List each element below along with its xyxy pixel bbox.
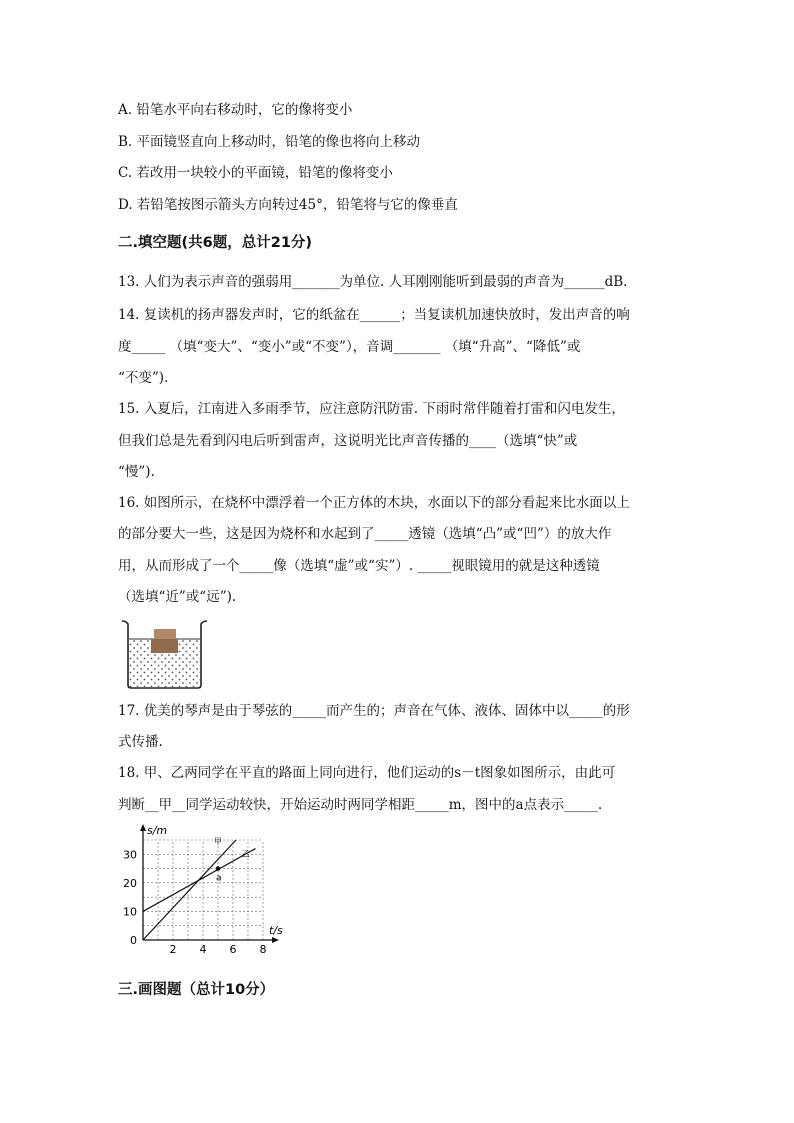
x-tick-label: 6 [229,943,237,955]
series-label-1: 甲 [214,837,222,846]
option-d: D. 若铅笔按图示箭头方向转过45°，铅笔将与它的像垂直 [118,197,458,213]
wood-block-below [151,639,178,653]
question-16-line-3: 用，从而形成了一个_____像（选填“虚”或“实”）. _____视眼镜用的就是这种透镜 [118,558,600,574]
question-15-line-2: 但我们总是先看到闪电后听到雷声，这说明光比声音传播的____（选填“快”或 [118,433,578,449]
beaker-figure [118,618,210,690]
wood-block-above [154,629,176,640]
point-a [216,866,221,871]
y-tick-label: 10 [123,905,137,919]
option-c: C. 若改用一块较小的平面镜，铅笔的像将变小 [118,165,393,181]
origin-label: 0 [130,934,137,947]
question-16-line-2: 的部分要大一些，这是因为烧杯和水起到了_____透镜（选填“凸”或“凹”）的放大作 [118,526,612,542]
section-2-title: 二.填空题(共6题，总计21分) [118,235,313,251]
question-14-line-2: 度_____ （填“变大”、“变小”或“不变”），音调_______ （填“升高”、“降低”或 [118,339,581,355]
series-line-2 [143,849,256,912]
question-18-line-2: 判断__甲__同学运动较快，开始运动时两同学相距_____m，图中的a点表示_____. [118,797,603,813]
question-18-line-1: 18. 甲、乙两同学在平直的路面上同向进行，他们运动的s－t图象如图所示，由此可 [118,765,616,781]
x-tick-label: 2 [169,943,177,955]
y-tick-label: 20 [123,876,137,890]
question-15-line-3: “慢”). [118,464,155,480]
question-13: 13. 人们为表示声音的强弱用_______为单位. 人耳刚刚能听到最弱的声音为______dB. [118,274,628,290]
x-axis-arrow [272,937,279,943]
question-17-line-2: 式传播. [118,734,163,750]
series-line-1 [143,840,236,940]
x-tick-label: 8 [259,943,267,955]
question-16-line-1: 16. 如图所示，在烧杯中漂浮着一个正方体的木块，水面以下的部分看起来比水面以上 [118,495,630,511]
question-14-line-3: “不变”). [118,370,169,386]
y-axis-label: s/m [147,824,168,837]
question-14-line-1: 14. 复读机的扬声器发声时，它的纸盆在______；当复读机加速快放时，发出声音的响 [118,307,630,323]
question-16-line-4: （选填“近”或“远”). [118,589,237,605]
section-3-title: 三.画图题（总计10分） [118,982,275,998]
option-b: B. 平面镜竖直向上移动时，铅笔的像也将向上移动 [118,134,421,150]
x-tick-label: 4 [199,943,207,955]
series-label-2: 乙 [241,849,250,859]
x-axis-label: t/s [269,924,283,937]
y-tick-label: 30 [123,848,137,862]
question-17-line-1: 17. 优美的琴声是由于琴弦的_____而产生的；声音在气体、液体、固体中以_____的形 [118,703,630,719]
s-t-chart [115,820,285,955]
point-a-label: a [216,873,222,884]
y-axis-arrow [140,824,146,831]
question-15-line-1: 15. 入夏后，江南进入多雨季节，应注意防汛防雷. 下雨时常伴随着打雷和闪电发生， [118,401,625,417]
option-a: A. 铅笔水平向右移动时，它的像将变小 [118,102,353,118]
